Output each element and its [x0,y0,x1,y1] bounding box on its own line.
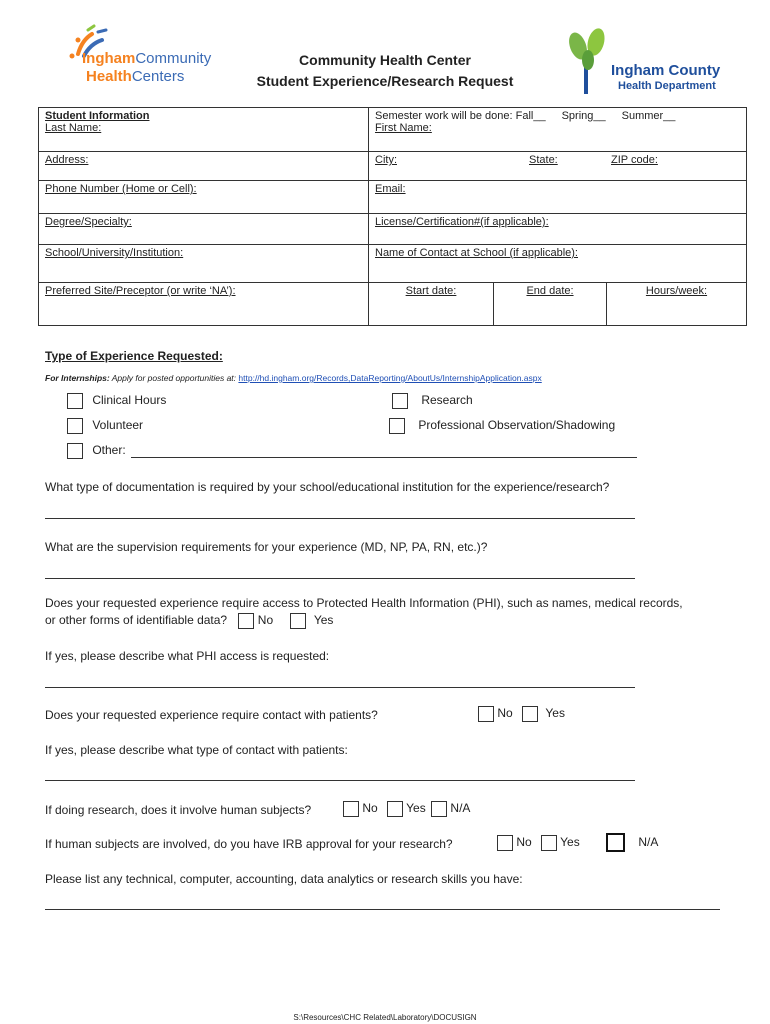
logo-line2: HealthCenters [86,68,185,85]
semester-spring[interactable]: Spring__ [561,110,606,122]
hours-week-field[interactable]: Hours/week: [645,285,708,297]
option-observation[interactable]: Professional Observation/Shadowing [389,418,615,434]
page-title [230,50,540,92]
semester-summer[interactable]: Summer__ [621,110,676,122]
logo-line1: InghamCommunity [82,50,212,67]
preferred-site-field[interactable]: Preferred Site/Preceptor (or write ‘NA’): [45,285,236,297]
q-phi-line2: or other forms of identifiable data? No Yes [45,613,334,628]
q-contact-describe: If yes, please describe what type of contact with patients: [45,743,348,757]
q-research: If doing research, does it involve human subjects? [45,803,312,817]
end-date-field[interactable]: End date: [526,285,574,297]
contact-field[interactable]: Name of Contact at School (if applicable): [375,247,578,259]
ingham-chc-logo [60,22,230,88]
q-supervision: What are the supervision requirements for your experience (MD, NP, PA, RN, etc.)? [45,540,488,554]
contact-no-checkbox[interactable] [478,706,494,722]
option-volunteer[interactable]: Volunteer [67,418,143,434]
zip-field[interactable]: ZIP code: [611,154,658,166]
phone-field[interactable]: Phone Number (Home or Cell): [45,183,197,195]
phi-answer-line[interactable] [45,687,635,688]
research-yes-checkbox[interactable] [387,801,403,817]
observation-checkbox[interactable] [389,418,405,434]
phi-yes-checkbox[interactable] [290,613,306,629]
research-na-checkbox[interactable] [431,801,447,817]
q-phi-line1: Does your requested experience require access to Protected Health Information (PHI), such as names, medical records, [45,596,683,610]
internship-link[interactable]: http://hd.ingham.org/Records,DataReporting/AboutUs/InternshipApplication.aspx [238,373,542,383]
experience-heading: Type of Experience Requested: [45,349,223,363]
skills-answer-line[interactable] [45,909,720,910]
first-name-field[interactable]: First Name: [375,122,432,134]
clinical-hours-checkbox[interactable] [67,393,83,409]
email-field[interactable]: Email: [375,183,406,195]
volunteer-checkbox[interactable] [67,418,83,434]
school-field[interactable]: School/University/Institution: [45,247,184,259]
option-clinical-hours[interactable]: Clinical Hours [67,393,166,409]
research-no-checkbox[interactable] [343,801,359,817]
semester-row [375,110,740,122]
state-field[interactable]: State: [529,154,558,166]
research-checkbox[interactable] [392,393,408,409]
city-field[interactable]: City: [375,154,397,166]
semester-fall[interactable]: Semester work will be done: Fall__ [375,110,546,122]
q-documentation: What type of documentation is required by your school/educational institution for the experience/research? [45,480,610,494]
contact-options: No Yes [478,706,565,722]
phi-no-checkbox[interactable] [238,613,254,629]
student-info-table [38,107,747,326]
research-options: No Yes N/A [343,801,470,817]
irb-options: No Yes [497,835,580,851]
internship-note: For Internships: Apply for posted opportunities at: http://hd.ingham.org/Records,DataReporting/AboutUs/InternshipApplication.aspx [45,373,542,383]
license-field[interactable]: License/Certification#(if applicable): [375,216,549,228]
dates-subtable [369,283,746,325]
start-date-field[interactable]: Start date: [405,285,457,297]
contact-yes-checkbox[interactable] [522,706,538,722]
title-line1: Community Health Center [299,52,471,68]
option-other[interactable]: Other: [67,443,126,459]
q-skills: Please list any technical, computer, accounting, data analytics or research skills you have: [45,872,523,886]
documentation-answer-line[interactable] [45,518,635,519]
irb-na-option: N/A [606,833,658,852]
other-input-line[interactable] [131,457,637,458]
irb-yes-checkbox[interactable] [541,835,557,851]
address-field[interactable]: Address: [45,154,89,166]
degree-field[interactable]: Degree/Specialty: [45,216,132,228]
logo-right-line1: Ingham County [611,62,721,79]
q-phi-describe: If yes, please describe what PHI access is requested: [45,649,330,663]
q-contact: Does your requested experience require contact with patients? [45,708,378,722]
other-checkbox[interactable] [67,443,83,459]
irb-na-checkbox[interactable] [606,833,625,852]
title-line2: Student Experience/Research Request [256,73,514,89]
supervision-answer-line[interactable] [45,578,635,579]
footer-path: S:\Resources\CHC Related\Laboratory\DOCUSIGN [293,1013,477,1022]
contact-answer-line[interactable] [45,780,635,781]
ingham-county-logo [566,26,736,96]
q-irb: If human subjects are involved, do you have IRB approval for your research? [45,837,453,851]
section-student-information: Student Information [45,110,150,122]
tree-icon [566,26,616,96]
irb-no-checkbox[interactable] [497,835,513,851]
option-research[interactable]: Research [392,393,473,409]
logo-right-line2: Health Department [618,80,716,92]
last-name-field[interactable]: Last Name: [45,122,102,134]
